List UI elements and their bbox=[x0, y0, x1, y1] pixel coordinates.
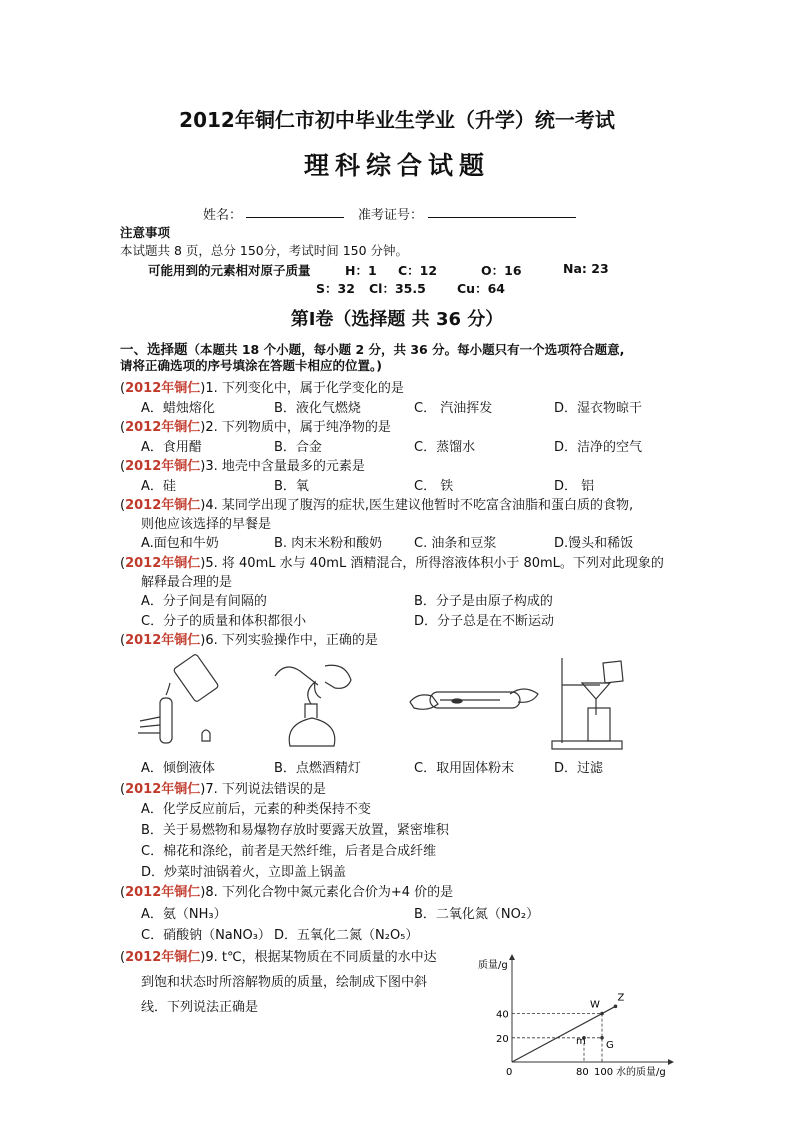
name-field[interactable] bbox=[246, 203, 344, 218]
q5-option-c[interactable]: C．分子的质量和体积都很小 bbox=[141, 614, 307, 629]
q1-option-c[interactable]: C． 汽油挥发 bbox=[414, 401, 493, 416]
q2-option-d[interactable]: D．洁净的空气 bbox=[554, 440, 643, 455]
y-axis-arrow bbox=[509, 954, 515, 960]
question-7: (2012年铜仁)7. 下列说法错误的是 bbox=[120, 782, 326, 797]
q6-option-c[interactable]: C．取用固体粉末 bbox=[414, 761, 515, 776]
q4-option-b[interactable]: B. 肉末米粉和酸奶 bbox=[274, 536, 383, 551]
q5-option-b[interactable]: B．分子是由原子构成的 bbox=[414, 594, 553, 609]
section-intro-1: （本题共 18 个小题，每小题 2 分，共 36 分。每小题只有一个选项符合题意, bbox=[187, 342, 625, 357]
mass-s: S：32 bbox=[316, 281, 355, 296]
q4-option-a[interactable]: A.面包和牛奶 bbox=[141, 536, 219, 551]
section-title: 第Ⅰ卷（选择题 共 36 分） bbox=[290, 309, 504, 330]
question-8: (2012年铜仁)8. 下列化合物中氮元素化合价为+4 价的是 bbox=[120, 885, 454, 900]
q1-option-b[interactable]: B．液化气燃烧 bbox=[274, 401, 361, 416]
question-9-cont-2: 线．下列说法正确是 bbox=[141, 1000, 259, 1015]
q2-option-c[interactable]: C．蒸馏水 bbox=[414, 440, 476, 455]
point-label: G bbox=[606, 1039, 614, 1051]
q6-option-d[interactable]: D．过滤 bbox=[554, 761, 604, 776]
exam-subtitle: 理科综合试题 bbox=[303, 151, 490, 180]
q4-option-c[interactable]: C. 油条和豆浆 bbox=[414, 536, 497, 551]
notice-line: 本试题共 8 页，总分 150分，考试时间 150 分钟。 bbox=[120, 243, 409, 258]
q3-option-d[interactable]: D． 铝 bbox=[554, 479, 595, 494]
question-6: (2012年铜仁)6. 下列实验操作中，正确的是 bbox=[120, 633, 378, 648]
id-label: 准考证号： bbox=[358, 208, 424, 223]
q2-option-b[interactable]: B．合金 bbox=[274, 440, 322, 455]
x-axis-label: 水的质量/g bbox=[616, 1067, 666, 1078]
section-intro-2: 请将正确选项的序号填涂在答题卡相应的位置。) bbox=[120, 358, 382, 373]
y-axis-label: 质量/g bbox=[478, 960, 508, 971]
q8-option-a[interactable]: A．氨（NH₃） bbox=[141, 907, 227, 922]
question-9: (2012年铜仁)9. t℃，根据某物质在不同质量的水中达 bbox=[120, 950, 437, 965]
mass-h: H：1 bbox=[345, 263, 377, 278]
q3-option-a[interactable]: A．硅 bbox=[141, 479, 176, 494]
solid-powder-illustration bbox=[405, 672, 545, 732]
series-line bbox=[512, 1006, 616, 1062]
q7-option-c[interactable]: C．棉花和涤纶，前者是天然纤维，后者是合成纤维 bbox=[141, 844, 437, 859]
data-point-w bbox=[600, 1012, 604, 1016]
q2-option-a[interactable]: A．食用醋 bbox=[141, 440, 202, 455]
point-label: W bbox=[590, 999, 600, 1011]
q4-option-d[interactable]: D.馒头和稀饭 bbox=[554, 536, 634, 551]
light-lamp-illustration bbox=[265, 656, 360, 751]
q7-option-b[interactable]: B．关于易燃物和易爆物存放时要露天放置，紧密堆积 bbox=[141, 823, 449, 838]
q5-option-a[interactable]: A．分子间是有间隔的 bbox=[141, 594, 267, 609]
section-heading: 一、选择题 bbox=[120, 342, 188, 358]
question-1: (2012年铜仁)1. 下列变化中，属于化学变化的是 bbox=[120, 381, 404, 396]
q7-option-a[interactable]: A．化学反应前后，元素的种类保持不变 bbox=[141, 802, 371, 817]
q7-option-d[interactable]: D．炒菜时油锅着火，立即盖上锅盖 bbox=[141, 865, 347, 880]
name-label: 姓名： bbox=[203, 208, 243, 223]
q6-option-a[interactable]: A．倾倒液体 bbox=[141, 761, 215, 776]
q8-option-d[interactable]: D．五氧化二氮（N₂O₅） bbox=[274, 928, 419, 943]
question-5-cont: 解释最合理的是 bbox=[141, 575, 233, 590]
data-point-g bbox=[600, 1036, 604, 1040]
atomic-mass-label: 可能用到的元素相对原子质量 bbox=[148, 263, 311, 278]
question-4: (2012年铜仁)4. 某同学出现了腹泻的症状,医生建议他暂时不吃富含油脂和蛋白质的食物, bbox=[120, 498, 634, 513]
question-5: (2012年铜仁)5. 将 40mL 水与 40mL 酒精混合，所得溶液体积小于 80mL。下列对此现象的 bbox=[120, 556, 664, 571]
q6-option-b[interactable]: B．点燃酒精灯 bbox=[274, 761, 361, 776]
exam-title: 2012年铜仁市初中毕业生学业（升学）统一考试 bbox=[179, 108, 615, 132]
mass-c: C：12 bbox=[398, 263, 438, 278]
solubility-chart bbox=[470, 950, 685, 1085]
x-axis-arrow bbox=[668, 1059, 674, 1065]
x-tick-label: 0 bbox=[506, 1067, 513, 1078]
mass-cl: Cl：35.5 bbox=[369, 281, 426, 296]
y-tick-label: 40 bbox=[496, 1009, 509, 1021]
mass-o: O：16 bbox=[481, 263, 522, 278]
question-tag: 2012年铜仁 bbox=[125, 381, 201, 396]
question-4-cont: 则他应该选择的早餐是 bbox=[141, 517, 272, 532]
question-3: (2012年铜仁)3. 地壳中含量最多的元素是 bbox=[120, 459, 365, 474]
x-tick-label: 80 bbox=[576, 1067, 589, 1078]
q3-option-b[interactable]: B．氧 bbox=[274, 479, 309, 494]
q8-option-b[interactable]: B．二氧化氮（NO₂） bbox=[414, 907, 540, 922]
question-2: (2012年铜仁)2. 下列物质中，属于纯净物的是 bbox=[120, 420, 391, 435]
notice-heading: 注意事项 bbox=[120, 225, 171, 240]
y-tick-label: 20 bbox=[496, 1033, 509, 1045]
x-tick-label: 100 bbox=[594, 1067, 614, 1078]
q8-option-c[interactable]: C．硝酸钠（NaNO₃） bbox=[141, 928, 271, 943]
q5-option-d[interactable]: D．分子总是在不断运动 bbox=[414, 614, 555, 629]
data-point-z bbox=[614, 1005, 618, 1009]
question-9-cont: 到饱和状态时所溶解物质的质量，绘制成下图中斜 bbox=[141, 975, 428, 990]
q1-option-a[interactable]: A．蜡烛熔化 bbox=[141, 401, 215, 416]
filtration-illustration bbox=[548, 653, 638, 753]
point-label: Z bbox=[617, 992, 625, 1004]
point-label: m bbox=[576, 1035, 586, 1047]
mass-cu: Cu：64 bbox=[457, 281, 505, 296]
id-field[interactable] bbox=[428, 203, 576, 218]
pour-liquid-illustration bbox=[130, 653, 225, 748]
q1-option-d[interactable]: D．湿衣物晾干 bbox=[554, 401, 643, 416]
mass-na: Na: 23 bbox=[563, 261, 609, 276]
q3-option-c[interactable]: C． 铁 bbox=[414, 479, 454, 494]
